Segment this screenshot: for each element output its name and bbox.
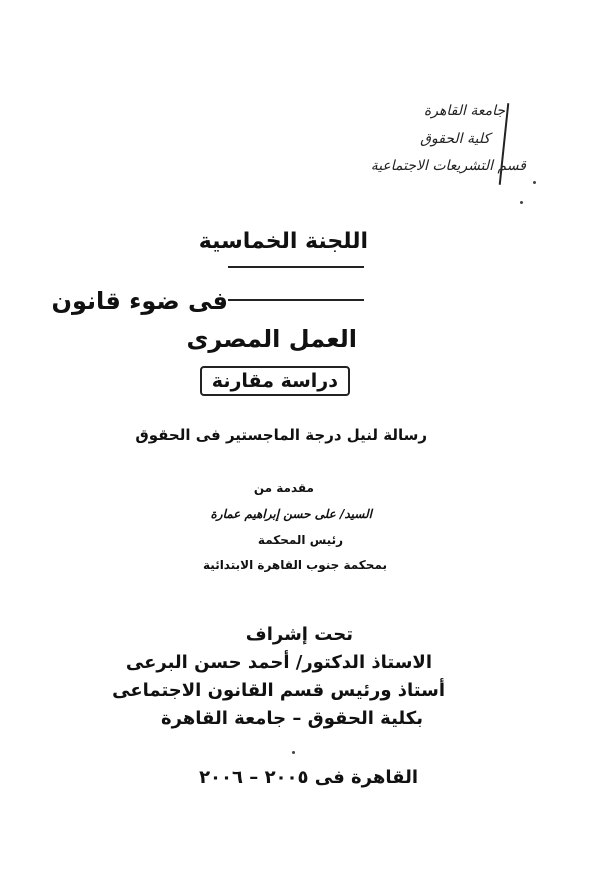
scan-speck <box>292 751 295 754</box>
title-line-1: اللجنة الخماسية <box>198 229 368 254</box>
title-underline-2 <box>228 299 364 301</box>
faculty-label: كلية الحقوق <box>420 131 490 147</box>
author-role: رئيس المحكمة <box>257 533 343 547</box>
author-name: السيد/ على حسن إبراهيم عمارة <box>210 507 372 521</box>
university-label: جامعة القاهرة <box>423 103 505 119</box>
department-label: قسم التشريعات الاجتماعية <box>370 158 526 174</box>
supervisor-position: أستاذ ورئيس قسم القانون الاجتماعى <box>112 680 445 701</box>
comparative-study-label: دراسة مقارنة <box>211 370 338 392</box>
title-line-3: العمل المصرى <box>186 325 357 353</box>
scan-speck <box>520 201 523 204</box>
place-and-year: القاهرة فى ٢٠٠٥ – ٢٠٠٦ <box>199 767 418 788</box>
supervisor-affiliation: بكلية الحقوق – جامعة القاهرة <box>160 708 423 729</box>
scan-speck <box>533 181 536 184</box>
author-court: بمحكمة جنوب القاهرة الابتدائية <box>203 558 387 572</box>
title-underline-1 <box>228 266 364 268</box>
title-line-2: فى ضوء قانون <box>51 287 228 315</box>
supervisor-name: الاستاذ الدكتور/ أحمد حسن البرعى <box>125 652 432 673</box>
thesis-purpose: رسالة لنيل درجة الماجستير فى الحقوق <box>135 426 427 444</box>
supervision-heading: تحت إشراف <box>245 624 353 645</box>
presented-by-label: مقدمة من <box>253 481 314 495</box>
comparative-study-box <box>200 366 350 396</box>
